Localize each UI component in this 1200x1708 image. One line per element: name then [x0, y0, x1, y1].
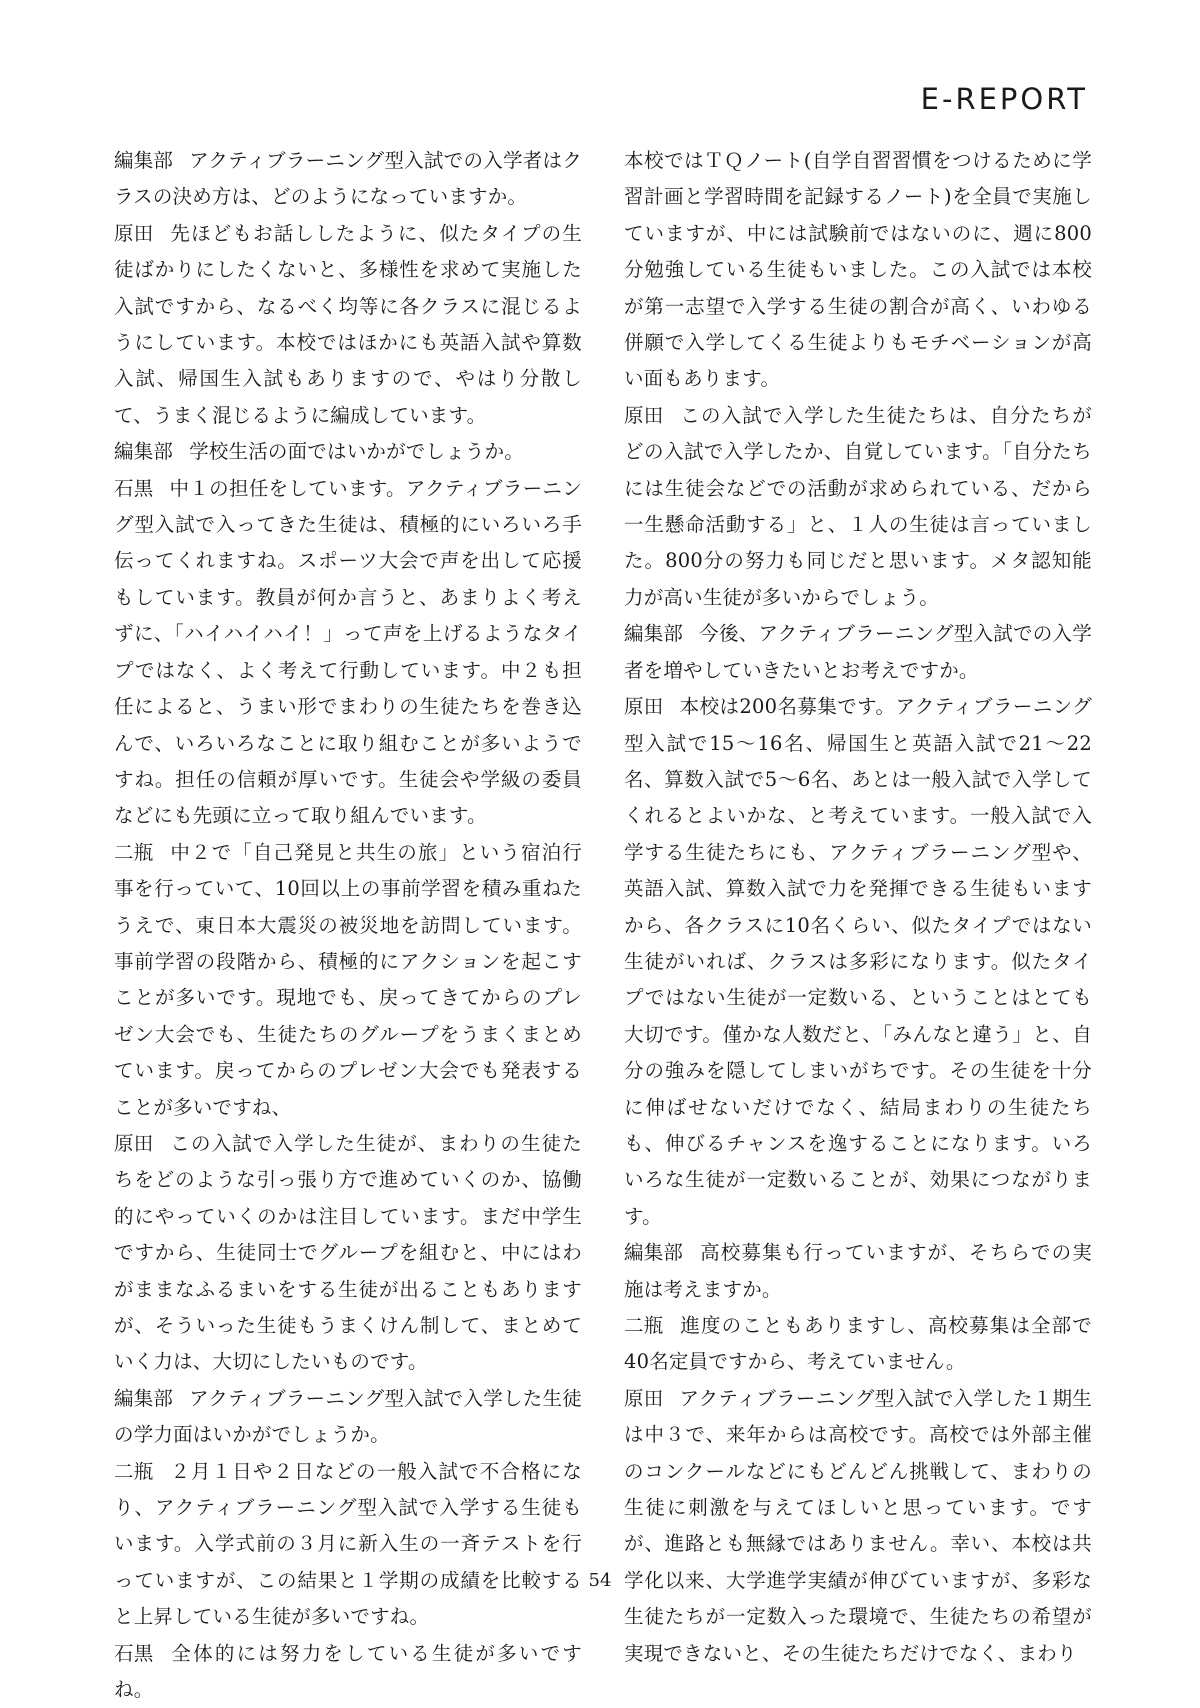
left-column: [114, 143, 582, 1708]
report-header: E-REPORT: [920, 82, 1088, 116]
paragraph: [624, 616, 1092, 689]
paragraph-text: アクティブラーニング型入試での入学者はクラスの決め方は、どのようになっていますか。: [114, 149, 582, 209]
paragraph: [114, 1454, 582, 1636]
paragraph: [114, 1636, 582, 1708]
paragraph-text: 今後、アクティブラーニング型入試での入学者を増やしていきたいとお考えですか。: [624, 622, 1092, 682]
paragraph: [624, 398, 1092, 616]
paragraph: [114, 471, 582, 835]
paragraph: [624, 1381, 1092, 1672]
paragraph-text: 本校は200名募集です。アクティブラーニング型入試で15～16名、帰国生と英語入試で21～22名、算数入試で5～6名、あとは一般入試で入学してくれるとよいかな、と考えています。一般入試で入学する生徒たちにも、アクティブラーニング型や、英語入試、算数入試で力を発揮できる生徒もいますから、各クラスに10名くらい、似たタイプではない生徒がいれば、クラスは多彩になります。似たタイプではない生徒が一定数いる、ということはとても大切です。僅かな人数だと、「みんなと違う」と、自分の強みを隠してしまいがちです。その生徒を十分に伸ばせないだけでなく、結局まわりの生徒たちも、伸びるチャンスを逸することになります。いろいろな生徒が一定数いることが、効果につながります。: [624, 695, 1092, 1228]
paragraph: [624, 689, 1092, 1235]
speaker-label: 二瓶: [114, 1459, 154, 1483]
speaker-label: 二瓶: [624, 1314, 664, 1337]
speaker-label: 編集部: [624, 622, 684, 646]
speaker-label: 二瓶: [114, 840, 154, 864]
paragraph-text: 本校ではＴＱノート(自学自習習慣をつけるために学習計画と学習時間を記録するノート)を全員で実施していますが、中には試験前ではないのに、週に800分勉強している生徒もいました。この入試では本校が第一志望で入学する生徒の割合が高く、いわゆる併願で入学してくる生徒よりもモチベーションが高い面もあります。: [624, 149, 1092, 391]
paragraph-text: アクティブラーニング型入試で入学した生徒の学力面はいかがでしょうか。: [114, 1386, 582, 1447]
paragraph-text: ２月１日や２日などの一般入試で不合格になり、アクティブラーニング型入試で入学する生徒もいます。入学式前の３月に新入生の一斉テストを行っていますが、この結果と１学期の成績を比較すると上昇している生徒が多いですね。: [114, 1459, 582, 1629]
paragraph: [114, 835, 582, 1126]
speaker-label: 編集部: [114, 149, 174, 172]
paragraph: [114, 434, 582, 470]
paragraph: [624, 1308, 1092, 1381]
speaker-label: 編集部: [114, 440, 174, 464]
speaker-label: 原田: [114, 221, 154, 245]
paragraph: [114, 216, 582, 434]
paragraph-text: 全体的には努力をしている生徒が多いですね。: [114, 1641, 582, 1702]
speaker-label: 原田: [624, 695, 664, 719]
speaker-label: 原田: [114, 1131, 154, 1155]
paragraph-text: 高校募集も行っていますが、そちらでの実施は考えますか。: [624, 1241, 1092, 1301]
page-number: 54: [588, 1570, 612, 1591]
speaker-label: 石黒: [114, 476, 154, 500]
paragraph: [114, 143, 582, 216]
paragraph-text: 先ほどもお話ししたように、似たタイプの生徒ばかりにしたくないと、多様性を求めて実施した入試ですから、なるべく均等に各クラスに混じるようにしています。本校ではほかにも英語入試や算数入試、帰国生入試もありますので、やはり分散して、うまく混じるように編成しています。: [114, 221, 582, 427]
paragraph: [114, 1381, 582, 1454]
paragraph-text: 中１の担任をしています。アクティブラーニング型入試で入ってきた生徒は、積極的にいろいろ手伝ってくれますね。スポーツ大会で声を出して応援もしています。教員が何か言うと、あまりよく考えずに、「ハイハイハイ！」って声を上げるようなタイプではなく、よく考えて行動しています。中２も担任によると、うまい形でまわりの生徒たちを巻き込んで、いろいろなことに取り組むことが多いようですね。担任の信頼が厚いです。生徒会や学級の委員などにも先頭に立って取り組んでいます。: [114, 476, 582, 828]
speaker-label: 原田: [624, 1386, 664, 1410]
right-column: [624, 143, 1092, 1672]
paragraph: [624, 143, 1092, 398]
speaker-label: 原田: [624, 403, 664, 427]
paragraph-text: 中２で「自己発見と共生の旅」という宿泊行事を行っていて、10回以上の事前学習を積み重ねたうえで、東日本大震災の被災地を訪問しています。事前学習の段階から、積極的にアクションを起こすことが多いです。現地でも、戻ってきてからのプレゼン大会でも、生徒たちのグループをうまくまとめています。戻ってからのプレゼン大会でも発表することが多いですね、: [114, 840, 582, 1119]
paragraph-text: 進度のこともありますし、高校募集は全部で40名定員ですから、考えていません。: [624, 1314, 1092, 1374]
speaker-label: 編集部: [114, 1386, 174, 1410]
paragraph-text: アクティブラーニング型入試で入学した１期生は中３で、来年からは高校です。高校では外部主催のコンクールなどにもどんどん挑戦して、まわりの生徒に刺激を与えてほしいと思っています。ですが、進路とも無縁ではありません。幸い、本校は共学化以来、大学進学実績が伸びていますが、多彩な生徒たちが一定数入った環境で、生徒たちの希望が実現できないと、その生徒たちだけでなく、まわり: [624, 1386, 1092, 1665]
paragraph-text: 学校生活の面ではいかがでしょうか。: [189, 440, 525, 464]
speaker-label: 石黒: [114, 1641, 154, 1665]
paragraph: [624, 1235, 1092, 1308]
paragraph-text: この入試で入学した生徒たちは、自分たちがどの入試で入学したか、自覚しています。「自分たちには生徒会などでの活動が求められている、だから一生懸命活動する」と、１人の生徒は言っていました。800分の努力も同じだと思います。メタ認知能力が高い生徒が多いからでしょう。: [624, 403, 1092, 609]
paragraph-text: この入試で入学した生徒が、まわりの生徒たちをどのような引っ張り方で進めていくのか、協働的にやっていくのかは注目しています。まだ中学生ですから、生徒同士でグループを組むと、中にはわがままなふるまいをする生徒が出ることもありますが、そういった生徒もうまくけん制して、まとめていく力は、大切にしたいものです。: [114, 1131, 582, 1374]
paragraph: [114, 1126, 582, 1381]
speaker-label: 編集部: [624, 1241, 684, 1265]
